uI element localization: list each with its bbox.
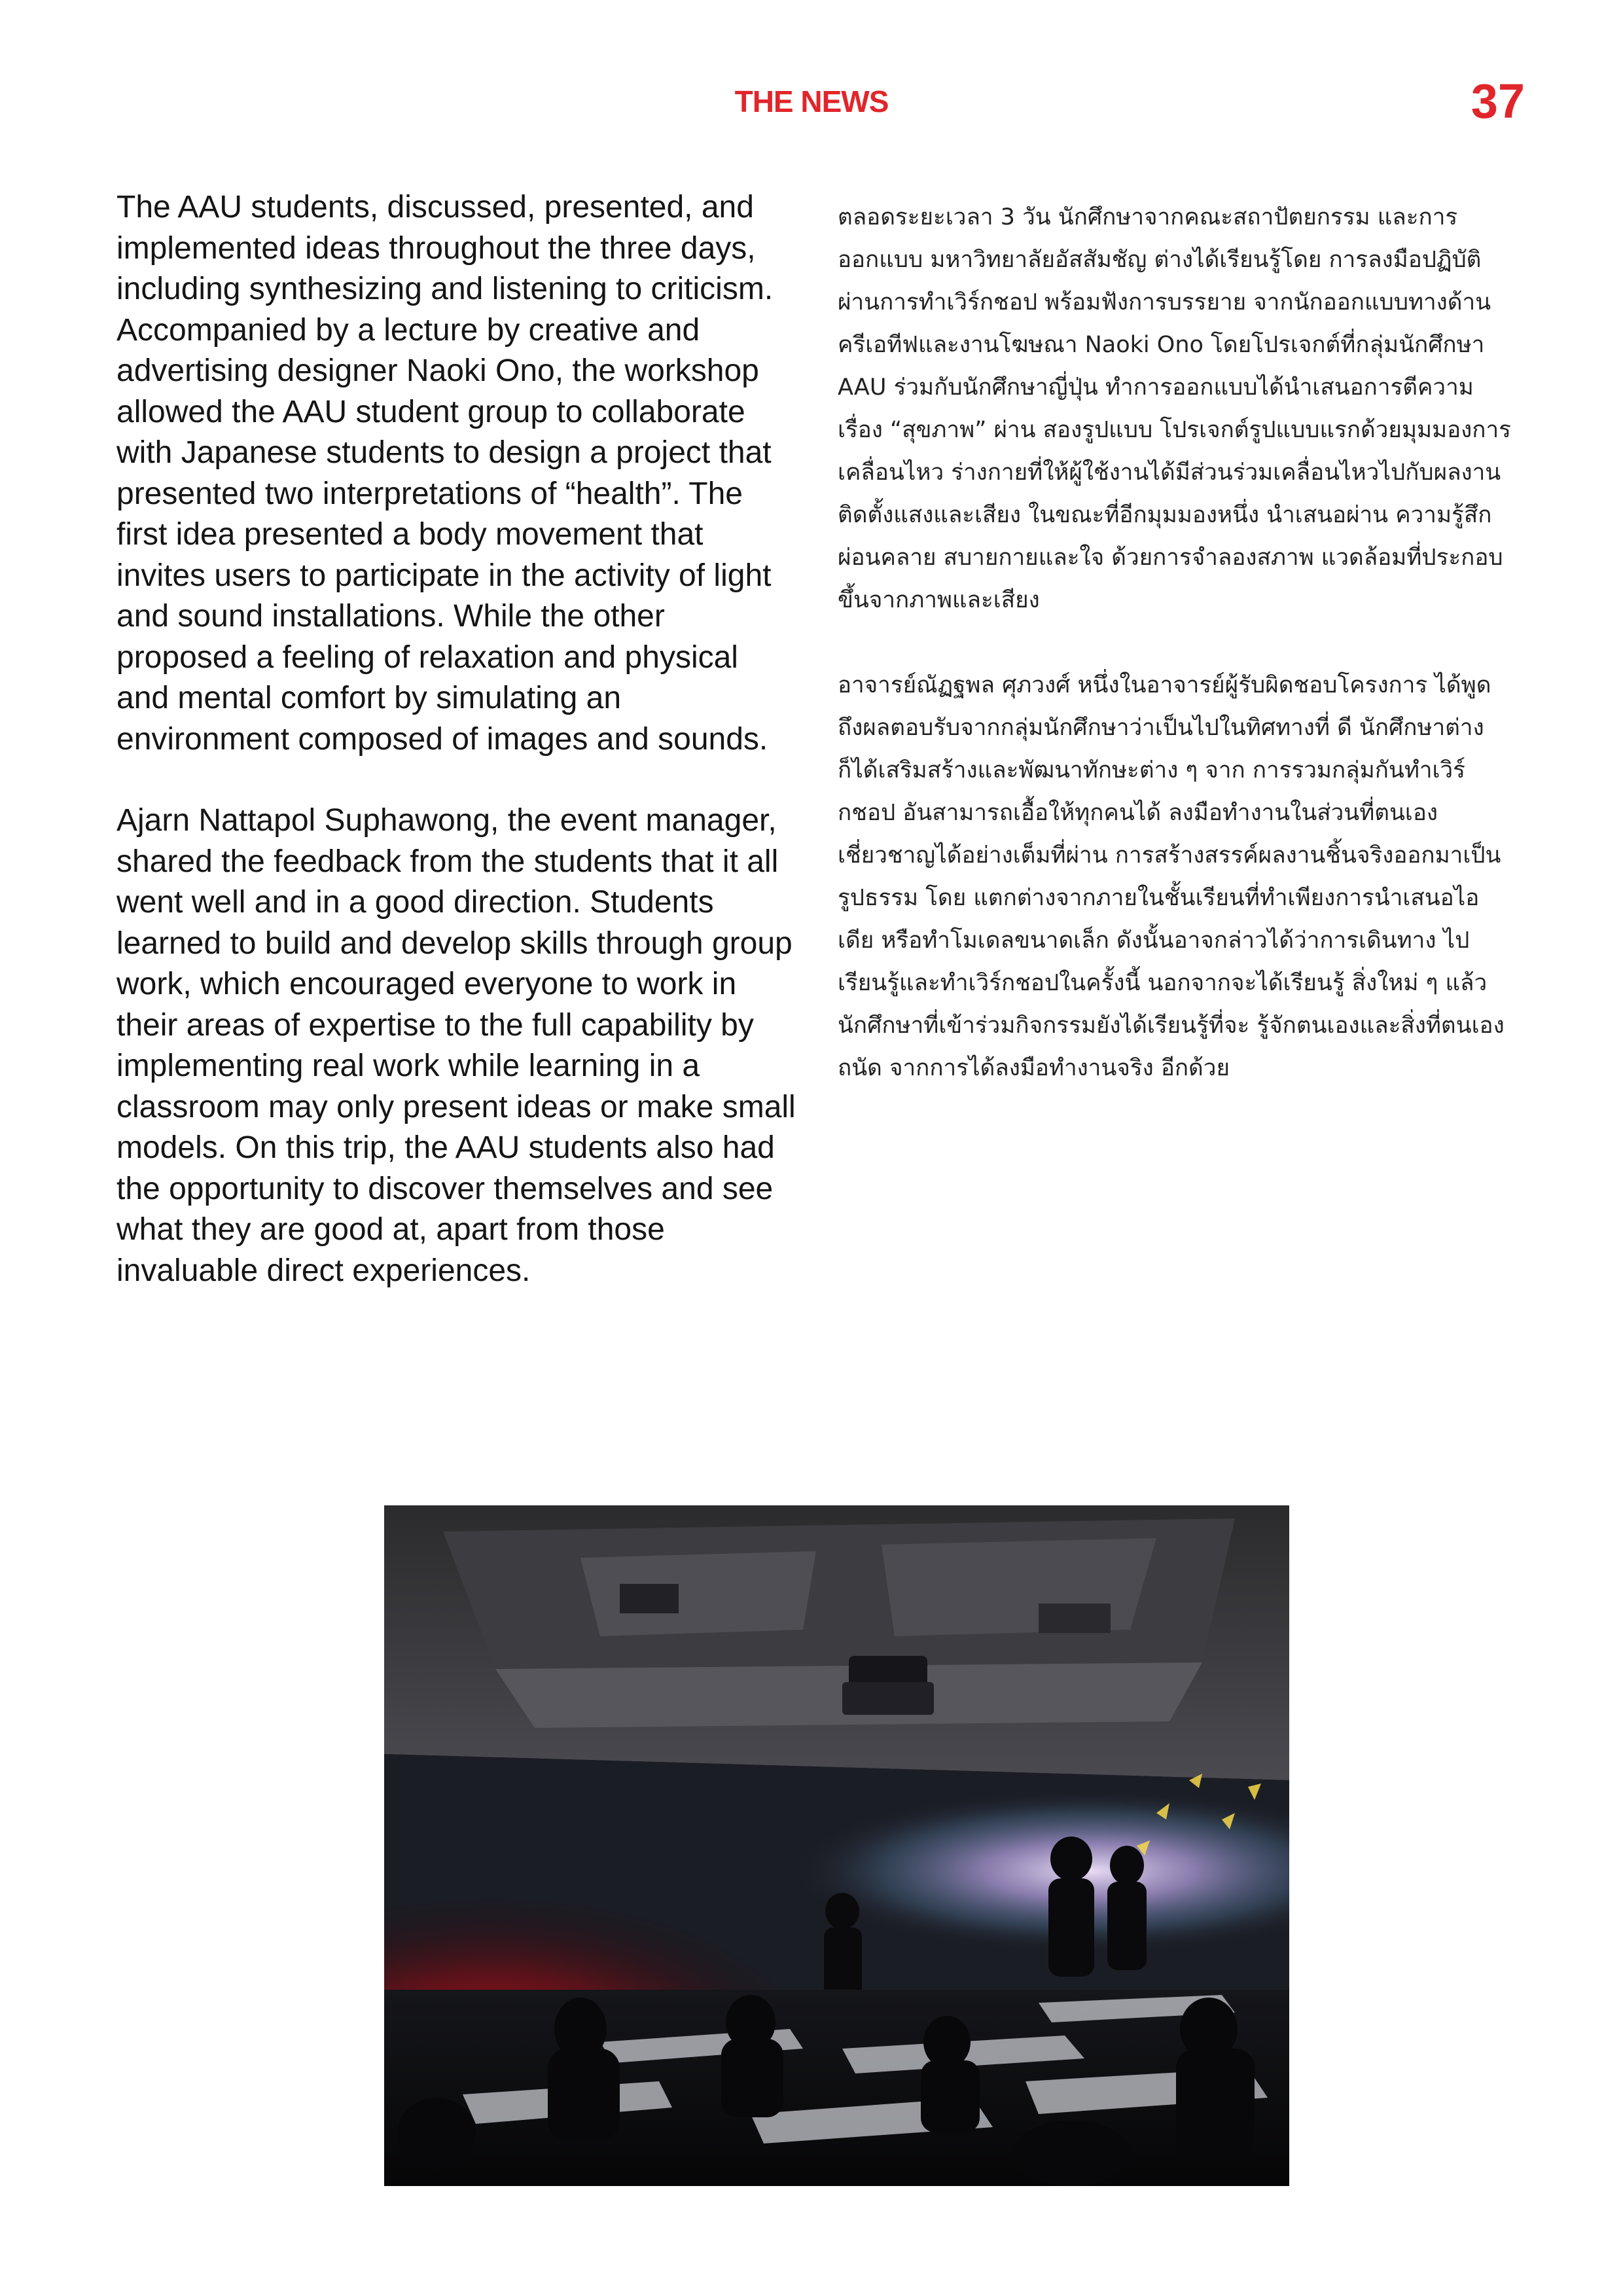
english-paragraph-2: Ajarn Nattapol Suphawong, the event manager, shared the feedback from the students that it all went well and in a good direction. Students learned to build and develop skills through group work, which encouraged everyone to work in their areas of expertise to the full capability by implementing real work while learning in a classroom may only present ideas or make small models. On this trip, the AAU students also had the opportunity to discover themselves and see what they are good at, apart from those invaluable direct experiences.: [116, 803, 796, 1288]
section-title: THE NEWS: [734, 84, 889, 118]
thai-paragraph-2: อาจารย์ณัฏฐพล ศุภวงศ์ หนึ่งในอาจารย์ผู้รับผิดชอบโครงการ ได้พูดถึงผลตอบรับจากกลุ่มนักศึกษาว่าเป็นไปในทิศทางที่ ดี นักศึกษาต่างก็ได้เสริมสร้างและพัฒนาทักษะต่าง ๆ จาก การรวมกลุ่มกันทำเวิร์กชอป อันสามารถเอื้อให้ทุกคนได้ ลงมือทำงานในส่วนที่ตนเองเชี่ยวชาญได้อย่างเต็มที่ผ่าน การสร้างสรรค์ผลงานชิ้นจริงออกมาเป็นรูปธรรม โดย แตกต่างจากภายในชั้นเรียนที่ทำเพียงการนำเสนอไอเดีย หรือทำโมเดลขนาดเล็ก ดังนั้นอาจกล่าวได้ว่าการเดินทาง ไปเรียนรู้และทำเวิร์กชอปในครั้งนี้ นอกจากจะได้เรียนรู้ สิ่งใหม่ ๆ แล้ว นักศึกษาที่เข้าร่วมกิจกรรมยังได้เรียนรู้ที่จะ รู้จักตนเองและสิ่งที่ตนเองถนัด จากการได้ลงมือทำงานจริง อีกด้วย: [838, 672, 1505, 1081]
workshop-photo-illustration: [384, 1505, 1289, 2186]
english-paragraph-1: The AAU students, discussed, presented, and implemented ideas throughout the three days, including synthesizing and listening to criticism. Accompanied by a lecture by creative and advertising designer Naoki Ono, the workshop allowed the AAU student group to collaborate with Japanese students to design a project that presented two interpretations of “health”. The first idea presented a body movement that invites users to participate in the activity of light and sound installations. While the other proposed a feeling of relaxation and physical and mental comfort by simulating an environment composed of images and sounds.: [116, 190, 774, 757]
workshop-room-photo: [384, 1505, 1289, 2186]
page-number: 37: [1471, 74, 1525, 128]
thai-article-column: [838, 196, 1512, 1090]
thai-paragraph-1: ตลอดระยะเวลา 3 วัน นักศึกษาจากคณะสถาปัตยกรรม และการออกแบบ มหาวิทยาลัยอัสสัมชัญ ต่างได้เรียนรู้โดย การลงมือปฏิบัติผ่านการทำเวิร์กชอป พร้อมฟังการบรรยาย จากนักออกแบบทางด้านครีเอทีฟและงานโฆษณา Naoki Ono โดยโปรเจกต์ที่กลุ่มนักศึกษา AAU ร่วมกับนักศึกษาญี่ปุ่น ทำการออกแบบได้นำเสนอการตีความเรื่อง “สุขภาพ” ผ่าน สองรูปแบบ โปรเจกต์รูปแบบแรกด้วยมุมมองการเคลื่อนไหว ร่างกายที่ให้ผู้ใช้งานได้มีส่วนร่วมเคลื่อนไหวไปกับผลงาน ติดตั้งแสงและเสียง ในขณะที่อีกมุมมองหนึ่ง นำเสนอผ่าน ความรู้สึกผ่อนคลาย สบายกายและใจ ด้วยการจำลองสภาพ แวดล้อมที่ประกอบขึ้นจากภาพและเสียง: [838, 204, 1511, 613]
english-article-column: [116, 187, 797, 1291]
